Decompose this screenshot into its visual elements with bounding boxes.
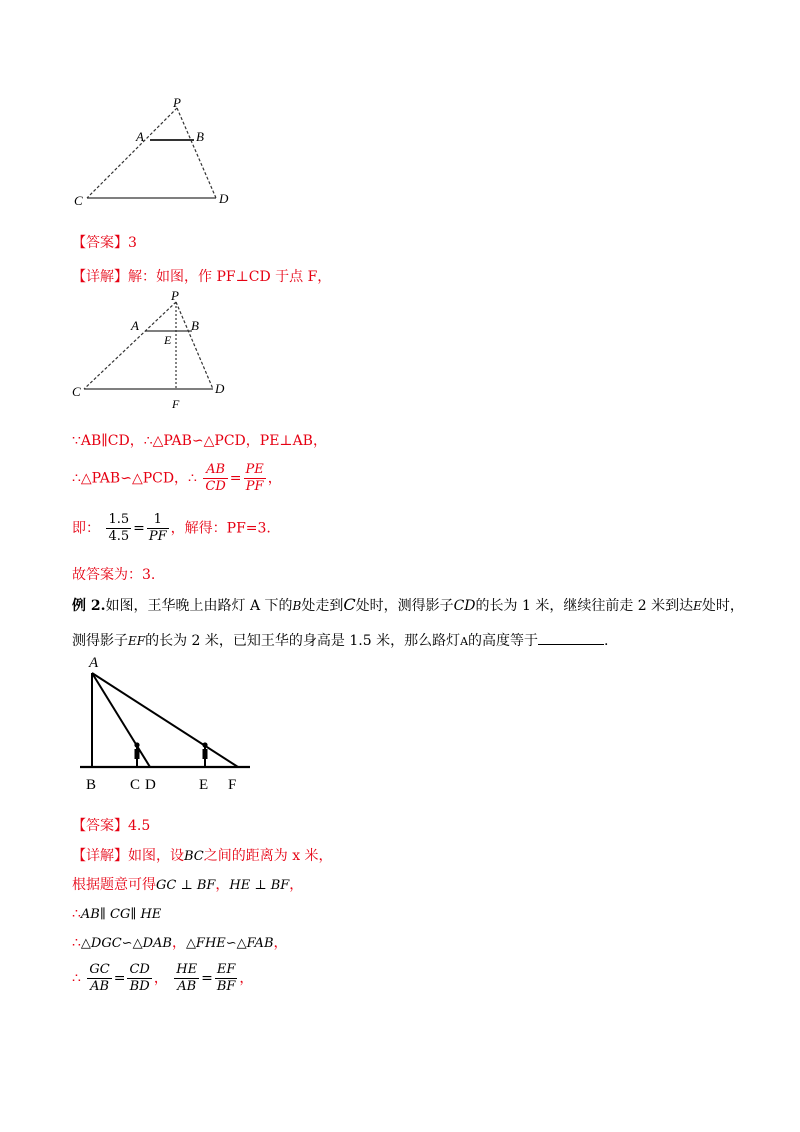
detail-text: 解：如图，作 PF⊥CD 于点 F， xyxy=(128,269,332,285)
answer-value: 3 xyxy=(128,235,137,251)
detail-2-line-5: ∴ $\frac{GC}{AB}$ = $\frac{CD}{BD}$ ， $\frac{HE}{AB}$ = $\frac{EF}{BF}$ ， xyxy=(72,962,254,994)
label-A: A xyxy=(89,655,99,671)
fraction-gc-ab: $\frac{GC}{AB}$ xyxy=(89,962,110,994)
example-2-question-line-2: 测得影子EF的长为 2 米，已知王华的身高是 1.5 米，那么路灯A的高度等于 . xyxy=(72,630,608,652)
detail-bracket: 【详解】 xyxy=(72,848,128,864)
label-A: A xyxy=(131,318,139,333)
line-2-prefix: ∴△PAB∽△PCD，∴ xyxy=(72,470,197,487)
person-at-e-icon xyxy=(202,742,207,767)
detail-1-line-3: 即： $\frac{1.5}{4.5}$ = $\frac{1}{PF}$ ，解得：PF=3. xyxy=(72,512,271,544)
label-D: D xyxy=(219,191,229,206)
answer-2 xyxy=(72,816,150,836)
label-C: C xyxy=(74,193,83,208)
detail-1-intro xyxy=(72,267,331,287)
label-E: E xyxy=(164,333,172,347)
fraction-ef-bf: $\frac{EF}{BF}$ xyxy=(216,962,236,994)
detail-1-line-2: ∴△PAB∽△PCD，∴ $\frac{AB}{CD}$ = $\frac{PE}{PF}$ ， xyxy=(72,462,282,494)
line-3-prefix: 即： xyxy=(72,520,100,537)
detail-2-line-4: ∴△DGC∽△DAB，△FHE∽△FAB， xyxy=(72,935,288,951)
figure-2-trapezoid-with-height xyxy=(70,288,240,413)
detail-1-line-1: ∵AB∥CD，∴△PAB∽△PCD，PE⊥AB， xyxy=(72,433,327,449)
label-F: F xyxy=(228,777,237,793)
label-C: C xyxy=(130,777,141,793)
answer-1 xyxy=(72,233,137,253)
detail-1-conclusion: 故答案为：3. xyxy=(72,567,156,583)
detail-bracket: 【详解】 xyxy=(72,269,128,285)
person-at-c-icon xyxy=(134,742,139,767)
example-label: 例 2. xyxy=(72,598,106,614)
answer-bracket: 【答案】 xyxy=(72,818,128,834)
label-B: B xyxy=(191,318,199,333)
label-F: F xyxy=(172,397,180,411)
fraction-he-ab: $\frac{HE}{AB}$ xyxy=(176,962,198,994)
label-C: C xyxy=(72,384,81,399)
fraction-1-5-over-4-5: $\frac{1.5}{4.5}$ xyxy=(108,512,130,544)
answer-blank xyxy=(538,630,604,645)
label-P: P xyxy=(171,288,179,303)
figure-3-street-lamp xyxy=(72,650,272,795)
label-E: E xyxy=(199,777,209,793)
label-B: B xyxy=(86,777,97,793)
label-D: D xyxy=(215,381,225,396)
detail-2-line-3: ∴AB∥ CG∥ HE xyxy=(72,906,162,922)
fraction-pe-pf: $\frac{PE}{PF}$ xyxy=(245,462,264,494)
fraction-ab-cd: $\frac{AB}{CD}$ xyxy=(205,462,226,494)
answer-value: 4.5 xyxy=(128,818,151,834)
example-2-question-line-1: 例 2.如图，王华晚上由路灯 A 下的B处走到C处时，测得影子CD的长为 1 米，继续往前走 2 米到达E处时， xyxy=(72,595,744,614)
figure-1-trapezoid xyxy=(70,95,240,215)
label-D: D xyxy=(145,777,156,793)
label-P: P xyxy=(173,95,181,110)
fraction-1-over-pf: $\frac{1}{PF}$ xyxy=(148,512,167,544)
fraction-cd-bd: $\frac{CD}{BD}$ xyxy=(129,962,150,994)
detail-2-line-1: 【详解】如图，设BC之间的距离为 x 米， xyxy=(72,848,333,864)
label-B: B xyxy=(196,129,204,144)
detail-2-line-2: 根据题意可得GC ⊥ BF，HE ⊥ BF， xyxy=(72,877,304,893)
label-A: A xyxy=(136,129,144,144)
answer-bracket: 【答案】 xyxy=(72,235,128,251)
